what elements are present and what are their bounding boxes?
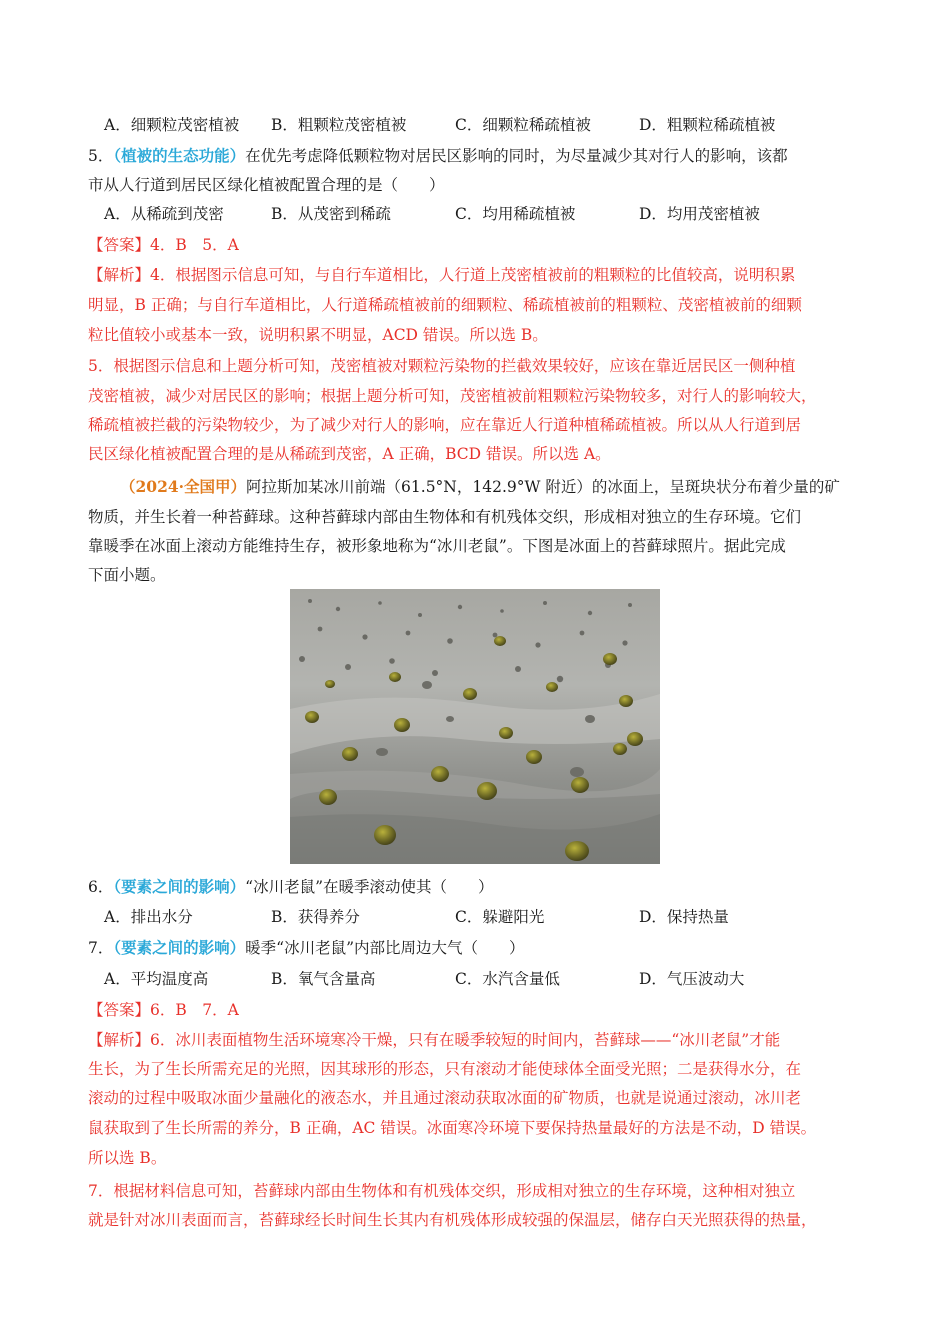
q5-option-c: C．均用稀疏植被 <box>455 205 576 223</box>
analysis-line: 稀疏植被拦截的污染物较少，为了减少对行人的影响，应在靠近人行道种植稀疏植被。所以从人行道到居 <box>88 416 802 434</box>
analysis-line: 生长，为了生长所需充足的光照，因其球形的形态，只有滚动才能使球体全面受光照；二是获得水分，在 <box>88 1060 802 1078</box>
q6-option-a: A．排出水分 <box>104 908 193 926</box>
q6-text: “冰川老鼠”在暖季滚动使其（ ） <box>245 878 494 896</box>
q4-option-a: A．细颗粒茂密植被 <box>104 116 240 134</box>
q4-option-b: B．粗颗粒茂密植被 <box>271 116 407 134</box>
q6-stem <box>88 876 868 898</box>
analysis-line: 民区绿化植被配置合理的是从稀疏到茂密，A 正确，BCD 错误。所以选 A。 <box>88 445 611 463</box>
passage-line: 靠暖季在冰面上滚动方能维持生存，被形象地称为“冰川老鼠”。下图是冰面上的苔藓球照片。据此完成 <box>88 537 786 555</box>
q5-tag: （植被的生态功能） <box>113 146 246 165</box>
analysis-line: 粒比值较小或基本一致，说明积累不明显，ACD 错误。所以选 B。 <box>88 326 548 344</box>
q5-stem <box>88 145 868 167</box>
passage-line-1: （2024·全国甲）阿拉斯加某冰川前端（61.5°N，142.9°W 附近）的冰面上，呈斑块状分布着少量的矿 <box>120 477 840 496</box>
analysis-line: 所以选 B。 <box>88 1149 167 1167</box>
q7-stem <box>88 937 868 959</box>
analysis-line: 5．根据图示信息和上题分析可知，茂密植被对颗粒污染物的拦截效果较好，应该在靠近居民区一侧种植 <box>88 357 796 375</box>
passage-line: 物质，并生长着一种苔藓球。这种苔藓球内部由生物体和有机残体交织，形成相对独立的生存环境。它们 <box>88 508 802 526</box>
q5-number: 5． <box>88 147 114 165</box>
analysis-line: 就是针对冰川表面而言，苔藓球经长时间生长其内有机残体形成较强的保温层，储存白天光照获得的热量， <box>88 1211 817 1229</box>
q7-option-a: A．平均温度高 <box>104 970 209 988</box>
analysis-line: 滚动的过程中吸取冰面少量融化的液态水，并且通过滚动获取冰面的矿物质，也就是说通过滚动，冰川老 <box>88 1089 802 1107</box>
q6-tag: （要素之间的影响） <box>113 877 246 896</box>
q7-number: 7． <box>88 939 114 957</box>
q5-text-1: 在优先考虑降低颗粒物对居民区影响的同时，为尽量减少其对行人的影响，该都 <box>245 147 788 165</box>
q4-option-d: D．粗颗粒稀疏植被 <box>639 116 776 134</box>
q7-option-d: D．气压波动大 <box>639 970 745 988</box>
moss-ball-photo <box>290 589 660 864</box>
q7-option-c: C．水汽含量低 <box>455 970 560 988</box>
q7-option-b: B．氧气含量高 <box>271 970 376 988</box>
q6-option-b: B．获得养分 <box>271 908 360 926</box>
analysis-line: 7．根据材料信息可知，苔藓球内部由生物体和有机残体交织，形成相对独立的生存环境，这种相对独立 <box>88 1182 796 1200</box>
analysis-line: 明显，B 正确；与自行车道相比，人行道稀疏植被前的细颗粒、稀疏植被前的粗颗粒、茂密植被前的细颗 <box>88 296 802 314</box>
q7-tag: （要素之间的影响） <box>113 938 246 957</box>
passage-source: （2024·全国甲） <box>120 477 247 496</box>
analysis-line: 【解析】4．根据图示信息可知，与自行车道相比，人行道上茂密植被前的粗颗粒的比值较高，说明积累 <box>88 266 796 284</box>
analysis-line: 【解析】6．冰川表面植物生活环境寒冷干燥，只有在暖季较短的时间内，苔藓球——“冰川老鼠”才能 <box>88 1031 781 1049</box>
answer-6-7: 【答案】6．B 7．A <box>88 1001 239 1019</box>
q5-text-2: 市从人行道到居民区绿化植被配置合理的是（ ） <box>88 176 445 194</box>
q7-text: 暖季“冰川老鼠”内部比周边大气（ ） <box>245 939 525 957</box>
q5-option-a: A．从稀疏到茂密 <box>104 205 224 223</box>
answer-4-5: 【答案】4．B 5．A <box>88 236 239 254</box>
analysis-line: 鼠获取到了生长所需的养分，B 正确，AC 错误。冰面寒冷环境下要保持热量最好的方法是不动，D 错误。 <box>88 1119 817 1137</box>
q5-option-b: B．从茂密到稀疏 <box>271 205 391 223</box>
q5-option-d: D．均用茂密植被 <box>639 205 760 223</box>
q6-option-c: C．躲避阳光 <box>455 908 545 926</box>
q4-option-c: C．细颗粒稀疏植被 <box>455 116 591 134</box>
q6-option-d: D．保持热量 <box>639 908 729 926</box>
passage-line: 下面小题。 <box>88 566 166 584</box>
analysis-line: 茂密植被，减少对居民区的影响；根据上题分析可知，茂密植被前粗颗粒污染物较多，对行人的影响较大， <box>88 387 817 405</box>
q6-number: 6． <box>88 878 114 896</box>
